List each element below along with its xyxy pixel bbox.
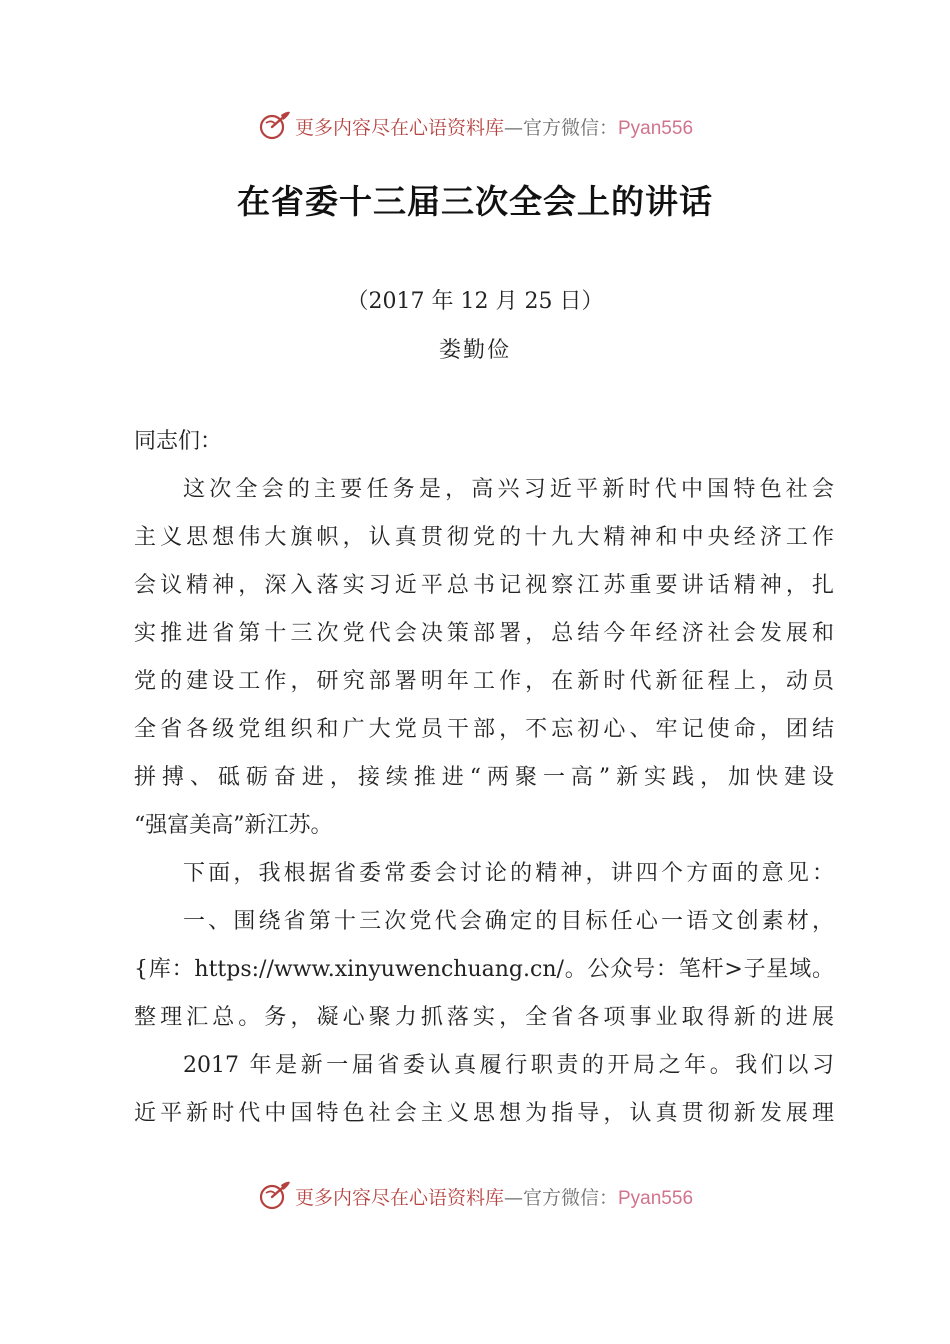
watermark-banner-bottom (0, 1176, 950, 1216)
body-line: “强富美高”新江苏。 (134, 813, 333, 838)
document-author: 娄勤俭 (438, 338, 511, 363)
watermark-dash: — (503, 1186, 523, 1209)
body-line: 主义思想伟大旗帜，认真贯彻党的十九大精神和中央经济工作 (134, 525, 834, 550)
watermark-wechat-id: Pyan556 (618, 117, 694, 139)
body-line: 党的建设工作，研究部署明年工作，在新时代新征程上，动员 (134, 669, 834, 694)
body-line: 近平新时代中国特色社会主义思想为指导，认真贯彻新发展理 (134, 1101, 834, 1126)
document-title: 在省委十三届三次全会上的讲话 (237, 182, 713, 221)
watermark-official: 官方微信： (522, 116, 618, 139)
body-line: 拼搏、砥砺奋进，接续推进“两聚一高”新实践，加快建设 (134, 765, 834, 790)
watermark-banner-top (0, 106, 950, 146)
body-line: {库：https://www.xinyuwenchuang.cn/。公众号：笔杆>子星域。 (134, 957, 834, 982)
quill-logo-icon (257, 109, 291, 143)
body-line: 整理汇总。务，凝心聚力抓落实，全省各项事业取得新的进展 (134, 1005, 834, 1030)
section-heading-line: 一、围绕省第十三次党代会确定的目标任心一语文创素材， (183, 909, 834, 934)
watermark-official: 官方微信： (522, 1186, 618, 1209)
watermark-main: 更多内容尽在心语资料库 (294, 1186, 504, 1209)
body-line: 会议精神，深入落实习近平总书记视察江苏重要讲话精神，扎 (134, 573, 834, 598)
watermark-text (295, 113, 693, 140)
watermark-dash: — (503, 116, 523, 139)
salutation: 同志们： (134, 429, 223, 454)
body-line: 这次全会的主要任务是，高兴习近平新时代中国特色社会 (183, 477, 834, 502)
body-line: 实推进省第十三次党代会决策部署，总结今年经济社会发展和 (134, 621, 834, 646)
document-date: （2017 年 12 月 25 日） (346, 289, 604, 314)
watermark-wechat-id: Pyan556 (618, 1187, 694, 1209)
body-line: 下面，我根据省委常委会讨论的精神，讲四个方面的意见： (183, 861, 834, 886)
body-line: 全省各级党组织和广大党员干部，不忘初心、牢记使命，团结 (134, 717, 834, 742)
watermark-text (295, 1183, 693, 1210)
watermark-main: 更多内容尽在心语资料库 (294, 116, 504, 139)
body-line: 2017 年是新一届省委认真履行职责的开局之年。我们以习 (183, 1053, 834, 1078)
quill-logo-icon (257, 1179, 291, 1213)
